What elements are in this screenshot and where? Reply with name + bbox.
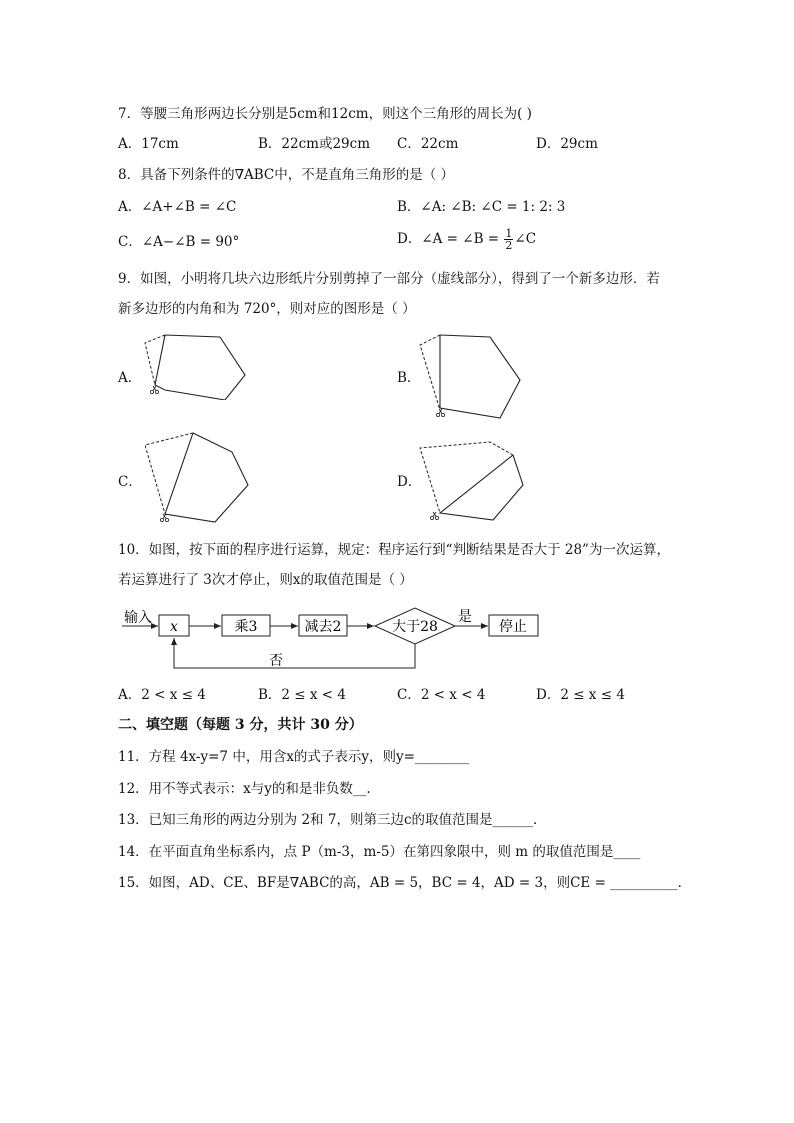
q8-option-b: B．∠A: ∠B: ∠C = 1: 2: 3 <box>397 199 566 215</box>
flow-stop-label: 停止 <box>499 619 527 635</box>
hexagon-figure-b <box>415 330 527 425</box>
q8-fraction <box>504 228 513 251</box>
section-heading: 二、填空题（每题 3 分，共计 30 分） <box>118 717 363 733</box>
q7-option-d: D．29cm <box>536 136 598 152</box>
q9-line1: 9．如图，小明将几块六边形纸片分别剪掉了一部分（虚线部分），得到了一个新多边形．若 <box>118 271 660 287</box>
flow-no-label: 否 <box>269 653 283 669</box>
q12-text: 12．用不等式表示：x与y的和是非负数__. <box>118 781 371 797</box>
q9-label-a: A． <box>118 370 142 386</box>
scissors-icon <box>160 514 168 522</box>
fraction-denominator: 2 <box>505 239 513 252</box>
q9-label-b: B． <box>397 370 421 386</box>
hexagon-figure-a <box>140 330 252 400</box>
q8-text: 8．具备下列条件的∇ABC中，不是直角三角形的是（ ） <box>118 167 455 183</box>
hexagon-figure-c <box>140 430 252 530</box>
scissors-icon <box>436 409 444 417</box>
fraction-numerator: 1 <box>505 227 513 240</box>
flow-subtract-label: 减去2 <box>304 619 342 635</box>
q9-line2: 新多边形的内角和为 720°，则对应的图形是（ ） <box>118 301 416 317</box>
q13-text: 13．已知三角形的两边分别为 2和 7，则第三边c的取值范围是______． <box>118 812 547 828</box>
flow-x-label: x <box>170 619 178 635</box>
q8-option-d-text: D．∠A = ∠B = <box>397 231 504 247</box>
q10-option-a: A．2 < x ≤ 4 <box>118 687 206 703</box>
q10-option-b: B．2 ≤ x < 4 <box>258 687 347 703</box>
flow-multiply-label: 乘3 <box>234 619 258 635</box>
flowchart <box>118 602 548 674</box>
flow-yes-label: 是 <box>458 609 472 625</box>
q8-option-d <box>397 228 536 251</box>
q9-label-d: D． <box>397 474 422 490</box>
q11-text: 11．方程 4x-y=7 中，用含x的式子表示y，则y=________ <box>118 749 469 765</box>
q7-option-b: B．22cm或29cm <box>258 136 371 152</box>
q10-option-c: C．2 < x < 4 <box>397 687 486 703</box>
q9-label-c: C． <box>118 474 142 490</box>
q7-option-a: A．17cm <box>118 136 179 152</box>
flow-condition-label: 大于28 <box>392 619 438 635</box>
q8-option-d-tail: ∠C <box>514 231 537 247</box>
flow-input-label: 输入 <box>124 610 152 626</box>
q15-text: 15．如图，AD、CE、BF是∇ABC的高，AB = 5，BC = 4，AD = 3，则CE = __________． <box>118 875 692 891</box>
q10-line2: 若运算进行了 3次才停止，则x的取值范围是（ ） <box>118 572 413 588</box>
q10-option-d: D．2 ≤ x ≤ 4 <box>536 687 625 703</box>
hexagon-figure-d <box>415 430 527 530</box>
q7-text: 7．等腰三角形两边长分别是5cm和12cm，则这个三角形的周长为( ) <box>118 106 532 122</box>
q8-option-c: C．∠A−∠B = 90° <box>118 234 240 250</box>
q7-option-c: C．22cm <box>397 136 459 152</box>
q14-text: 14．在平面直角坐标系内，点 P（m-3，m-5）在第四象限中，则 m 的取值范围是____ <box>118 844 641 860</box>
q10-line1: 10．如图，按下面的程序进行运算，规定：程序运行到“判断结果是否大于 28”为一次运算， <box>118 542 670 558</box>
scissors-icon <box>150 386 158 394</box>
scissors-icon <box>430 512 438 520</box>
q8-option-a: A．∠A+∠B = ∠C <box>118 199 237 215</box>
